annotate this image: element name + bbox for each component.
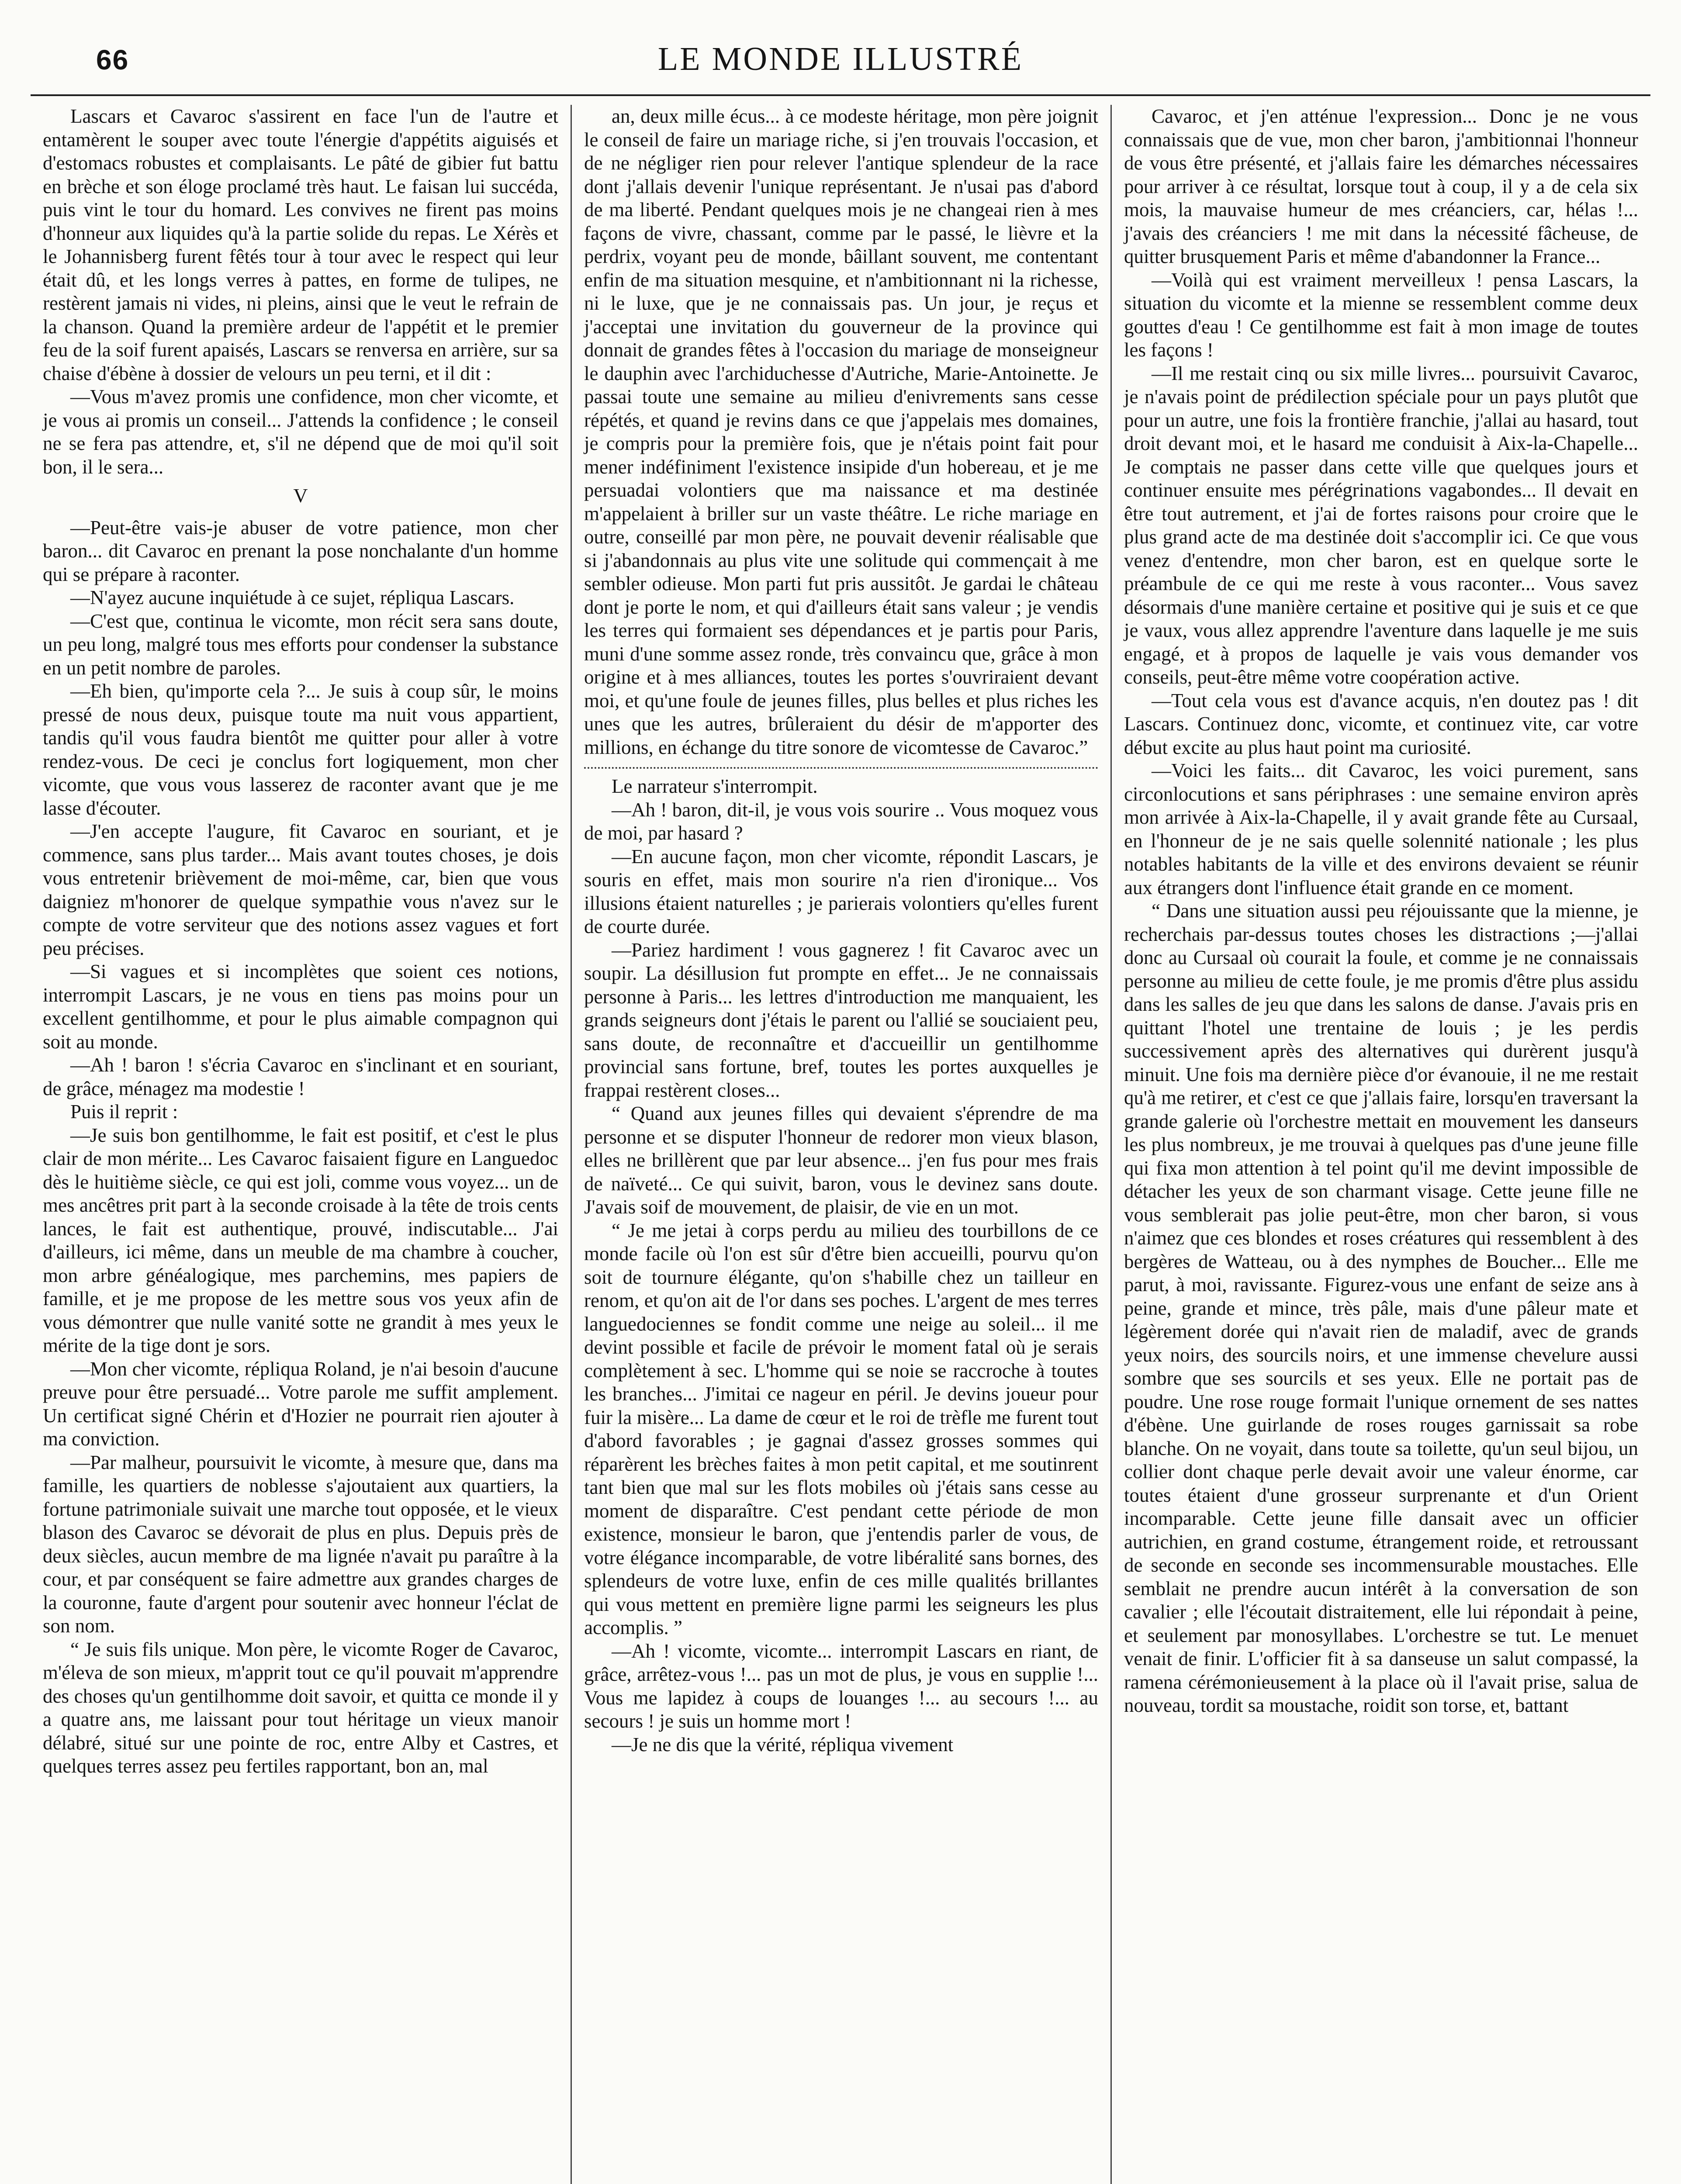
publication-title: LE MONDE ILLUSTRÉ: [657, 40, 1024, 77]
paragraph: —N'ayez aucune inquiétude à ce sujet, répliqua Lascars.: [70, 587, 515, 608]
paragraph: —Peut-être vais-je abuser de votre patience, mon cher baron... dit Cavaroc en prenant la pose nonchalante d'un homme qui se prépare à raconter.: [43, 516, 558, 585]
paragraph: —Je suis bon gentilhomme, le fait est positif, et c'est le plus clair de mon mérite... Les Cavaroc faisaient figure en Languedoc dès le huitième siècle, ce qui est joli, comme vous voyez... un de mes ancêtres prit part à la seconde croisade à la tête de trois cents lances, le fait est authentique, prouvé, indiscutable... J'ai d'ailleurs, ici même, dans un meuble de ma chambre à coucher, mon arbre généalogique, mes parchemins, mes papiers de famille, et je me propose de les mettre sous vos yeux afin de vous démontrer que nulle vanité sotte ne grandit à mes yeux le mérite de la tige dont je sors.: [43, 1124, 558, 1356]
paragraph: “ Dans une situation aussi peu réjouissante que la mienne, je recherchais par-dessus toutes choses les distractions ;—j'allai donc au Cursaal où courait la foule, et comme je ne connaissais personne au milieu de cette foule, je me promis d'être plus assidu dans les salles de jeu que dans les salons de danse. J'avais pris en quittant l'hotel une trentaine de louis ; je les perdis successivement après des alternatives qui durèrent jusqu'à minuit. Une fois ma dernière pièce d'or évanouie, il ne me restait qu'à me retirer, et c'est ce que j'allais faire, lorsqu'en traversant la grande galerie où l'orchestre mettait en mouvement les danseurs les plus nombreux, je me trouvai à quelques pas d'une jeune fille qui fixa mon attention à tel point qu'il me devint impossible de détacher les yeux de son charmant visage. Cette jeune fille ne vous semblerait pas jolie peut-être, mon cher baron, si vous n'aimez que ces blondes et roses créatures qui ressemblent à des bergères de Watteau, ou à des nymphes de Boucher... Elle me parut, à moi, ravissante. Figurez-vous une enfant de seize ans à peine, grande et mince, très pâle, mais d'une pâleur mate et légèrement dorée qui n'avait rien de maladif, avec de grands yeux noirs, des sourcils noirs, et une immense chevelure aussi sombre que ses sourcils et ses yeux. Elle ne portait pas de poudre. Une rose rouge formait l'unique ornement de ses nattes d'ébène. Une guirlande de roses rouges garnissait sa robe blanche. On ne voyait, dans toute sa toilette, qu'un seul bijou, un collier dont chaque perle devait avoir une valeur énorme, car toutes étaient d'une grosseur surprenante et d'un Orient incomparable. Cette jeune fille dansait avec un officier autrichien, en grand costume, étrangement roide, et retroussant de seconde en seconde ses incommensurable moustaches. Elle semblait ne prendre aucun intérêt à la conversation de son cavalier ; elle l'écoutait distraitement, elle lui répondait à peine, et seulement par monosyllabes. L'orchestre se tut. Le menuet venait de finir. L'officier fit à sa danseuse un salut compassé, la ramena cérémonieusement à la place où il l'avait prise, salua de nouveau, tordit sa moustache, roidit son torse, et, battant: [1124, 900, 1638, 1716]
paragraph: —Si vagues et si incomplètes que soient ces notions, interrompit Lascars, je ne vous en tiens pas moins pour un excellent gentilhomme, et pour le plus aimable compagnon qui soit au monde.: [43, 961, 558, 1053]
paragraph: —Voici les faits... dit Cavaroc, les voici purement, sans circonlocutions et sans périphrases : une semaine environ après mon arrivée à Aix-la-Chapelle, il y avait grande fête au Cursaal, en l'honneur de je ne sais quelle solennité nationale ; les plus notables habitants de la ville et des environs devaient se réunir aux étrangers dont l'influence était grande en ce moment.: [1124, 760, 1638, 898]
paragraph: an, deux mille écus... à ce modeste héritage, mon père joignit le conseil de faire un mariage riche, si j'en trouvais l'occasion, et de ne négliger rien pour relever l'antique splendeur de la race dont j'allais devenir l'unique représentant. Je n'usai pas d'abord de ma liberté. Pendant quelques mois je ne changeai rien à mes façons de vivre, chassant, comme par le passé, le lièvre et la perdrix, voyant peu de monde, bâillant souvent, me contentant enfin de ma situation mesquine, et n'ambitionnant ni la richesse, ni le luxe, que je ne connaissais pas. Un jour, je reçus et j'acceptai une invitation du gouverneur de la province qui donnait de grandes fêtes à l'occasion du mariage de monseigneur le dauphin avec l'archiduchesse d'Autriche, Marie-Antoinette. Je passai toute une semaine au milieu d'enivrements sans cesse répétés, et quand je revins dans ce que j'appelais mes domaines, je compris pour la première fois, que je n'étais point fait pour mener indéfiniment l'existence insipide d'un hobereau, et je me persuadai volontiers que ma naissance et ma destinée m'appelaient à briller sur un vaste théâtre. Le riche mariage en outre, conseillé par mon père, ne pouvait devenir réalisable que si j'abandonnais au plus vite une solitude qui commençait à me sembler odieuse. Mon parti fut pris aussitôt. Je gardai le château dont je porte le nom, et qui d'ailleurs était sans valeur ; je vendis les terres qui formaient ses dépendances et je partis pour Paris, muni d'une somme assez ronde, très convaincu que, grâce à mon origine et à mes alliances, toutes les portes s'ouvriraient devant moi, et qu'une foule de jeunes filles, plus belles et plus riches les unes que les autres, brûleraient du désir de m'apporter des millions, en échange du titre sonore de vicomtesse de Cavaroc.”: [584, 105, 1098, 758]
paragraph: —Je ne dis que la vérité, répliqua vivement: [612, 1733, 954, 1755]
chapter-numeral: V: [293, 484, 308, 507]
page-header: [31, 26, 1650, 92]
column-3: [1110, 105, 1650, 2184]
paragraph: Cavaroc, et j'en atténue l'expression... Donc je ne vous connaissais que de vue, mon cher baron, j'ambitionnai l'honneur de vous être présenté, et j'allais faire les démarches nécessaires pour arriver à ce résultat, lorsque tout à coup, il y a de cela six mois, la mauvaise humeur de mes créanciers, car, hélas !... j'avais des créanciers ! me mit dans la nécessité fâcheuse, de quitter brusquement Paris et même d'abandonner la France...: [1124, 105, 1638, 267]
header-rule: [31, 94, 1650, 96]
paragraph: “ Je me jetai à corps perdu au milieu des tourbillons de ce monde facile où l'on est sûr d'être bien accueilli, pourvu qu'on soit de tournure élégante, qu'on s'habille chez un tailleur en renom, et qu'on ait de l'or dans ses poches. L'argent de mes terres languedociennes se fondit comme une neige au soleil... il me devint possible et facile de prévoir le moment fatal où je serais complètement à sec. L'homme qui se noie se raccroche à toutes les branches... J'imitai ce nageur en péril. Je devins joueur pour fuir la misère... La dame de cœur et le roi de trèfle me furent tout d'abord favorables ; je gagnai d'assez grosses sommes qui réparèrent les brèches faites à mon petit capital, et me soutinrent tant bien que mal sur les flots mobiles où j'étais sans cesse au moment de disparaître. C'est pendant cette période de mon existence, monsieur le baron, que j'entendis parler de vous, de votre élégance incomparable, de votre libéralité sans bornes, des splendeurs de votre luxe, enfin de ces mille qualités brillantes qui vous mettent en première ligne parmi les seigneurs les plus accomplis. ”: [584, 1219, 1098, 1638]
paragraph: —Ah ! vicomte, vicomte... interrompit Lascars en riant, de grâce, arrêtez-vous !... pas un mot de plus, je vous en supplie !... Vous me lapidez à coups de louanges !... au secours !... au secours ! je suis un homme mort !: [584, 1640, 1098, 1732]
paragraph: —C'est que, continua le vicomte, mon récit sera sans doute, un peu long, malgré tous mes efforts pour condenser la substance en un petit nombre de paroles.: [43, 610, 558, 679]
paragraph: —Ah ! baron, dit-il, je vous vois sourire .. Vous moquez vous de moi, par hasard ?: [584, 798, 1098, 844]
paragraph: —Pariez hardiment ! vous gagnerez ! fit Cavaroc avec un soupir. La désillusion fut prompte en effet... Je ne connaissais personne à Paris... les lettres d'introduction me manquaient, les grands seigneurs dont j'étais le parent ou l'allié se souciaient peu, sans doute, de reconnaître et d'accueillir un gentilhomme provincial sans fortune, bref, toutes les portes auxquelles je frappai restèrent closes...: [584, 939, 1098, 1101]
paragraph: “ Quand aux jeunes filles qui devaient s'éprendre de ma personne et se disputer l'honneur de redorer mon vieux blason, elles ne brillèrent que par leur absence... j'en fus pour mes frais de naïveté... Ce qui suivit, baron, vous le devinez sans doute. J'avais soif de mouvement, de plaisir, de vie en un mot.: [584, 1102, 1098, 1218]
paragraph: Puis il reprit :: [70, 1101, 178, 1123]
paragraph: Lascars et Cavaroc s'assirent en face l'un de l'autre et entamèrent le souper avec toute l'énergie d'appétits aiguisés et d'estomacs robustes et complaisants. Le pâté de gibier fut battu en brèche et son éloge proclamé très haut. Le faisan lui succéda, puis vint le tour du homard. Les convives ne firent pas moins d'honneur aux liquides qu'à la partie solide du repas. Le Xérès et le Johannisberg furent fêtés tour à tour avec le respect qui leur était dû, et les longs verres à pattes, en forme de tulipes, ne restèrent jamais ni vides, ni pleins, ainsi que le veut le refrain de la chanson. Quand la première ardeur de l'appétit et le premier feu de la soif furent apaisés, Lascars se renversa en arrière, sur sa chaise d'ébène à dossier de velours un peu terni, et il dit :: [43, 105, 558, 384]
paragraph: —Voilà qui est vraiment merveilleux ! pensa Lascars, la situation du vicomte et la mienne se ressemblent comme deux gouttes d'eau ! Ce gentilhomme est fait à mon image de toutes les façons !: [1124, 269, 1638, 361]
paragraph: —Par malheur, poursuivit le vicomte, à mesure que, dans ma famille, les quartiers de noblesse s'ajoutaient aux quartiers, la fortune patrimoniale suivait une marche tout opposée, et le vieux blason des Cavaroc se dévorait de plus en plus. Depuis près de deux siècles, aucun membre de ma lignée n'avait pu paraître à la cour, et par conséquent se faire admettre aux grandes charges de la couronne, faute d'argent pour soutenir avec honneur l'éclat de son nom.: [43, 1451, 558, 1637]
text-columns: [31, 105, 1650, 2184]
dotted-separator: [584, 767, 1098, 769]
paragraph: —Ah ! baron ! s'écria Cavaroc en s'inclinant et en souriant, de grâce, ménagez ma modestie !: [43, 1054, 558, 1099]
column-1: [31, 105, 571, 2184]
column-2: [571, 105, 1110, 2184]
paragraph: —Vous m'avez promis une confidence, mon cher vicomte, et je vous ai promis un conseil... J'attends la confidence ; le conseil ne se fera pas attendre, et, s'il ne dépend que de moi qu'il soit bon, il le sera...: [43, 386, 558, 478]
paragraph: “ Je suis fils unique. Mon père, le vicomte Roger de Cavaroc, m'éleva de son mieux, m'apprit tout ce qu'il pouvait m'apprendre des choses qu'un gentilhomme doit savoir, et quitta ce monde il y a quatre ans, me laissant pour tout héritage un vieux manoir délabré, situé sur une pointe de roc, entre Alby et Castres, et quelques terres assez peu fertiles rapportant, bon an, mal: [43, 1638, 558, 1777]
paragraph: —Il me restait cinq ou six mille livres... poursuivit Cavaroc, je n'avais point de prédilection spéciale pour un pays plutôt que pour un autre, une fois la frontière franchie, j'allai au hasard, tout droit devant moi, et le hasard me conduisit à Aix-la-Chapelle... Je comptais ne passer dans cette ville que quelques jours et continuer ensuite mes pérégrinations vagabondes... Il devait en être tout autrement, et j'ai de fortes raisons pour croire que le plus grand acte de ma destinée doit s'accomplir ici. Ce que vous venez d'entendre, mon cher baron, est en quelque sorte le préambule de ce qui me reste à vous raconter... Vous savez désormais d'une manière certaine et positive qui je suis et ce que je vaux, vous allez apprendre l'aventure dans laquelle je me suis engagé, et à propos de laquelle je vais vous demander vos conseils, peut-être même votre coopération active.: [1124, 362, 1638, 688]
paragraph: —Tout cela vous est d'avance acquis, n'en doutez pas ! dit Lascars. Continuez donc, vicomte, et continuez vite, car votre début excite au plus haut point ma curiosité.: [1124, 689, 1638, 758]
paragraph: —Mon cher vicomte, répliqua Roland, je n'ai besoin d'aucune preuve pour être persuadé... Votre parole me suffit amplement. Un certificat signé Chérin et d'Hozier ne pourrait rien ajouter à ma conviction.: [43, 1358, 558, 1450]
paragraph: —J'en accepte l'augure, fit Cavaroc en souriant, et je commence, sans plus tarder... Mais avant toutes choses, je dois vous entretenir brièvement de moi-même, car, bien que vous daigniez m'honorer de quelque sympathie vous n'avez sur le compte de votre serviteur que des notions assez vagues et fort peu précises.: [43, 820, 558, 959]
page-number: 66: [96, 44, 129, 76]
paragraph: —En aucune façon, mon cher vicomte, répondit Lascars, je souris en effet, mais mon sourire n'a rien d'ironique... Vos illusions étaient naturelles ; je parierais volontiers qu'elles furent de courte durée.: [584, 845, 1098, 937]
paragraph: Le narrateur s'interrompit.: [612, 775, 818, 797]
paragraph: —Eh bien, qu'importe cela ?... Je suis à coup sûr, le moins pressé de nous deux, puisque toute ma nuit vous appartient, tandis qu'il vous faudra bientôt me quitter pour aller à votre rendez-vous. De ceci je conclus fort logiquement, mon cher vicomte, que vous vous lasserez de raconter avant que je me lasse d'écouter.: [43, 680, 558, 819]
